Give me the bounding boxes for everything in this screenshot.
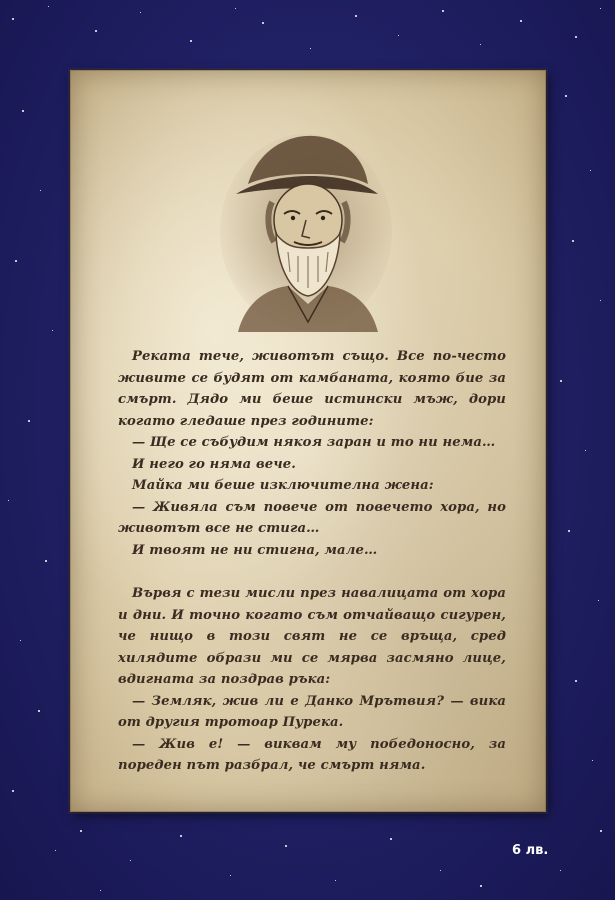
story-text [118,346,506,777]
price-label: 6 лв. [512,843,549,858]
paragraph-intro: Реката тече, животът също. Все по-често живите се будят от камбаната, която бие за смърт. Дядо ми беше истински мъж, дори когато гледаше през годините: [118,349,506,429]
paragraph-grandfather-gone: И него го няма вече. [132,456,296,472]
paragraph-quote-mother: — Живяла съм повече от повечето хора, но животът все не стига… [118,499,506,536]
paragraph-mother-gone: И твоят не ни стигна, мале… [132,542,378,558]
paragraph-quote-grandfather: — Ще се събудим някоя заран и то ни нема… [132,435,496,450]
paragraph-quote-pureka: — Земляк, жив ли е Данко Мрътвия? — вика от другия тротоар Пурека. [118,693,506,730]
paragraph-crowd: Вървя с тези мисли през навалицата от хора и дни. И точно когато съм отчайващо сигурен, че нищо в този свят не се връща, сред хилядите образи ми се мярва засмяно лице, вдигната за поздрав ръка: [118,586,506,687]
paper-card [70,70,546,812]
paragraph-mother: Майка ми беше изключителна жена: [132,478,434,493]
bearded-man-portrait-icon [218,122,394,332]
paragraph-reply: — Жив е! — виквам му победоносно, за пореден път разбрал, че смърт няма. [118,736,506,773]
